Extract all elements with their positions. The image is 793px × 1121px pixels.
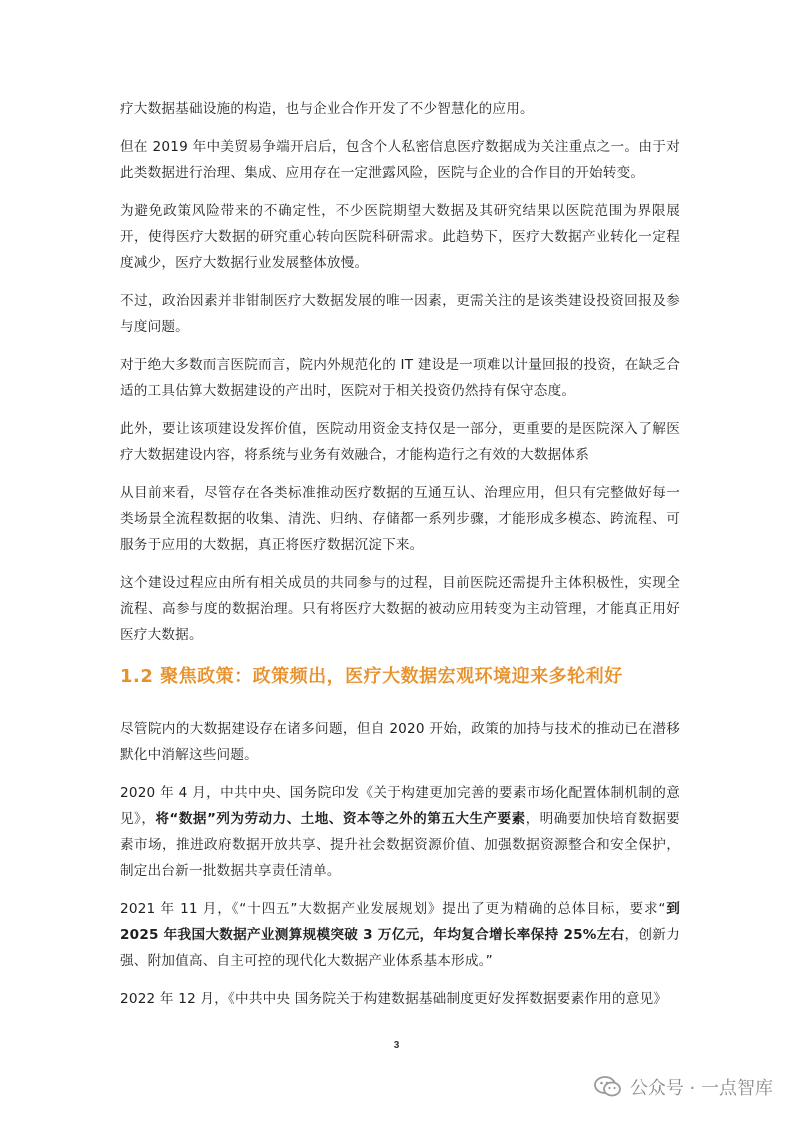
- paragraph-text: ，创新力强、附加值高、自主可控的现代化大数据产业体系基本形成。”: [120, 927, 680, 969]
- paragraph-text: ，明确要加快培育数据要素市场，推进政府数据开放共享、提升社会数据资源价值、加强数据资源整合和安全保护，制定出台新一批数据共享责任清单。: [120, 811, 680, 879]
- paragraph: 尽管院内的大数据建设存在诸多问题，但自 2020 开始，政策的加持与技术的推动已在潜移默化中消解这些问题。: [120, 721, 680, 763]
- paragraph: 此外，要让该项建设发挥价值，医院动用资金支持仅是一部分，更重要的是医院深入了解医疗大数据建设内容，将系统与业务有效融合，才能构造行之有效的大数据体系: [120, 421, 680, 463]
- page-number: 3: [393, 1040, 400, 1051]
- watermark-text: 公众号 · 一点智库: [629, 1078, 773, 1099]
- paragraph: 疗大数据基础设施的构造，也与企业合作开发了不少智慧化的应用。: [120, 101, 534, 117]
- paragraph: 这个建设过程应由所有相关成员的共同参与的过程，目前医院还需提升主体积极性，实现全流程、高参与度的数据治理。只有将医疗大数据的被动应用转变为主动管理，才能真正用好医疗大数据。: [120, 575, 680, 643]
- paragraph-policy-2021: [120, 896, 680, 974]
- paragraph-policy-2020: [120, 780, 680, 884]
- paragraph: 但在 2019 年中美贸易争端开启后，包含个人私密信息医疗数据成为关注重点之一。由于对此类数据进行治理、集成、应用存在一定泄露风险，医院与企业的合作目的开始转变。: [120, 139, 680, 181]
- section-heading: 1.2 聚焦政策：政策频出，医疗大数据宏观环境迎来多轮利好: [120, 666, 623, 687]
- paragraph: 不过，政治因素并非钳制医疗大数据发展的唯一因素，更需关注的是该类建设投资回报及参与度问题。: [120, 293, 680, 335]
- wechat-icon: [594, 1075, 622, 1099]
- watermark: [594, 1074, 773, 1100]
- paragraph: 从目前来看，尽管存在各类标准推动医疗数据的互通互认、治理应用，但只有完整做好每一类场景全流程数据的收集、清洗、归纳、存储都一系列步骤，才能形成多模态、跨流程、可服务于应用的大数据，真正将医疗数据沉淀下来。: [120, 485, 680, 553]
- paragraph-text: 2021 年 11 月，《“十四五”大数据产业发展规划》提出了更为精确的总体目标，要求“: [120, 901, 666, 917]
- paragraph: 为避免政策风险带来的不确定性，不少医院期望大数据及其研究结果以医院范围为界限展开，使得医疗大数据的研究重心转向医院科研需求。此趋势下，医疗大数据产业转化一定程度减少，医疗大数据行业发展整体放慢。: [120, 203, 680, 271]
- paragraph: 对于绝大多数而言医院而言，院内外规范化的 IT 建设是一项难以计量回报的投资，在缺乏合适的工具估算大数据建设的产出时，医院对于相关投资仍然持有保守态度。: [120, 357, 680, 399]
- paragraph-text: 2020 年 4 月，中共中央、国务院印发《关于构建更加完善的要素市场化配置体制机制的意见》，: [120, 785, 680, 827]
- emphasis-text: 将“数据”列为劳动力、土地、资本等之外的第五大生产要素: [155, 811, 526, 827]
- emphasis-text: 到 2025 年我国大数据产业测算规模突破 3 万亿元，年均复合增长率保持 25%左右: [120, 901, 680, 943]
- paragraph-policy-2022: 2022 年 12 月，《中共中央 国务院关于构建数据基础制度更好发挥数据要素作用的意见》: [120, 991, 668, 1007]
- document-body: [120, 96, 680, 1024]
